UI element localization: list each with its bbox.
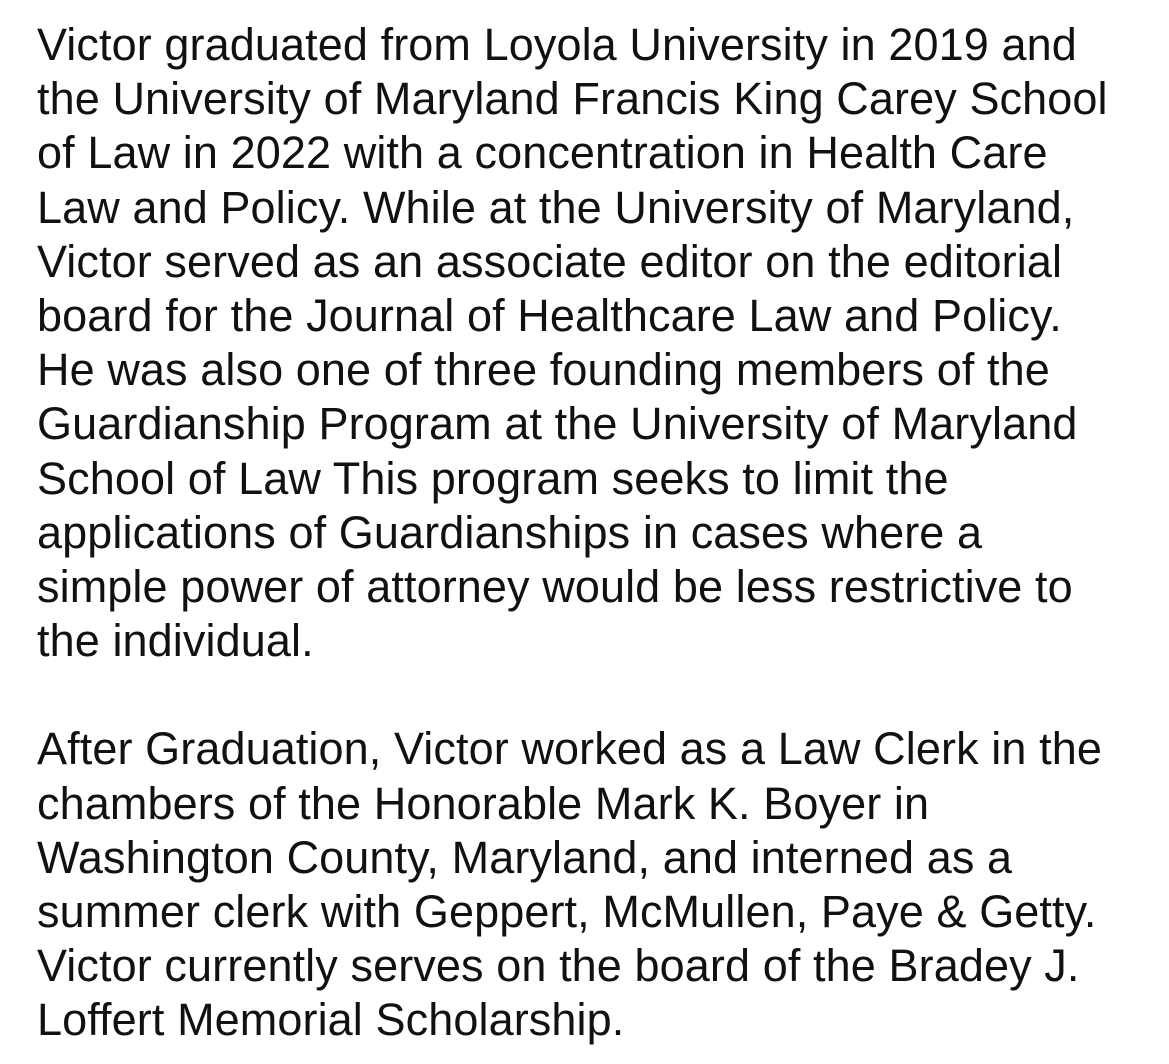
text-line: Washington County, Maryland, and interned as a	[37, 831, 1013, 883]
text-line: chambers of the Honorable Mark K. Boyer in	[37, 777, 930, 829]
text-line: After Graduation, Victor worked as a Law Clerk in the	[37, 723, 1102, 775]
text-line: the individual.	[37, 615, 314, 667]
text-line: summer clerk with Geppert, McMullen, Paye & Getty.	[37, 886, 1097, 937]
text-line: Victor currently serves on the board of the Bradey J.	[37, 940, 1080, 992]
paragraph-gap	[37, 668, 1147, 722]
document-body	[37, 18, 1147, 1048]
text-line: School of Law This program seeks to limit the	[37, 452, 949, 504]
text-line: Loffert Memorial Scholarship.	[37, 994, 625, 1046]
text-line: board for the Journal of Healthcare Law and Policy.	[37, 289, 1062, 341]
text-line: the University of Maryland Francis King Carey School	[37, 73, 1108, 125]
text-line: Law and Policy. While at the University of Maryland,	[37, 181, 1075, 233]
paragraph-education	[37, 18, 1147, 668]
text-line: Victor served as an associate editor on the editorial	[37, 235, 1063, 287]
text-line: applications of Guardianships in cases where a	[37, 506, 983, 558]
paragraph-career	[37, 722, 1147, 1047]
text-line: Guardianship Program at the University of Maryland	[37, 398, 1078, 450]
text-line: of Law in 2022 with a concentration in Health Care	[37, 127, 1048, 179]
text-line: simple power of attorney would be less restrictive to	[37, 560, 1073, 612]
text-line: He was also one of three founding members of the	[37, 344, 1050, 396]
text-line: Victor graduated from Loyola University in 2019 and	[37, 19, 1077, 70]
